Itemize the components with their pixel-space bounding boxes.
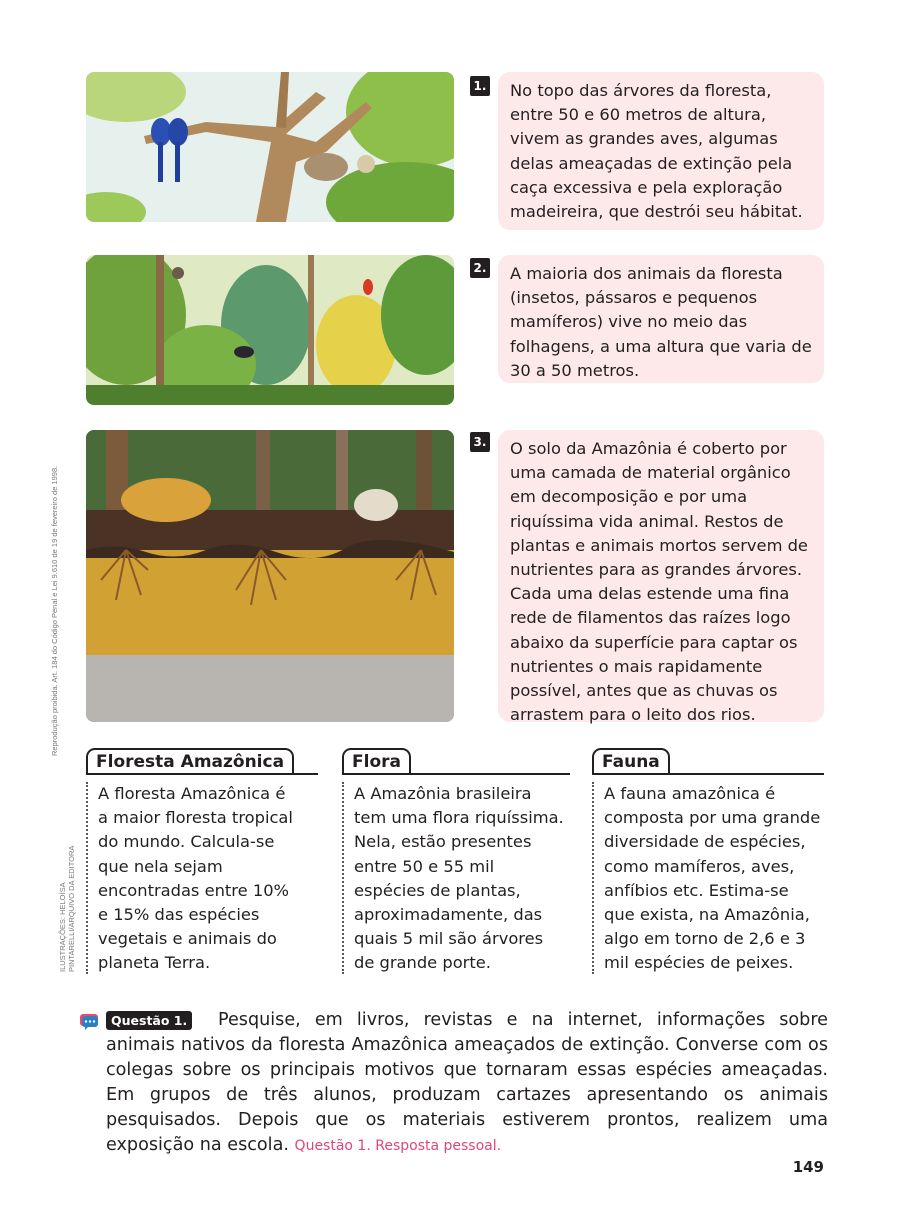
callout-soil: [498, 430, 824, 725]
callout-understory-text: A maioria dos animais da floresta (insetos, pássaros e pequenos mamíferos) vive no meio das folhagens, a uma altura que varia de 30 a 50 metros.: [510, 264, 812, 380]
question-text-wrapper: [86, 1008, 828, 1159]
column-flora-title: Flora: [342, 748, 411, 773]
column-flora-rule: [342, 773, 570, 775]
illustration-credit-line1: ILUSTRAÇÕES: HELOÍSA: [58, 882, 67, 972]
question-text: Pesquise, em livros, revistas e na internet, informações sobre animais nativos da floresta Amazônica ameaçados de extinção. Converse com os colegas sobre os principais motivos que tornaram essas espécies ameaçadas. Em grupos de três alunos, produzam cartazes apresentando os animais pesquisados. Depois que os materiais estiverem prontos, realizem uma exposição na escola.: [106, 1010, 828, 1155]
callout-number-2: 2.: [470, 258, 490, 278]
legal-notice: Reprodução proibida. Art. 184 do Código Penal e Lei 9.610 de 19 de fevereiro de 1998.: [50, 465, 59, 756]
question-block: [86, 1008, 828, 1159]
column-fauna-title: Fauna: [592, 748, 670, 773]
column-floresta-rule: [86, 773, 318, 775]
callout-number-3: 3.: [470, 432, 490, 452]
forest-soil-illustration: [86, 430, 454, 722]
callout-soil-text: O solo da Amazônia é coberto por uma camada de material orgânico em decomposição e por uma riquíssima vida animal. Restos de plantas e animais mortos servem de nutrientes para as grandes árvores. Cada uma delas estende uma fina rede de filamentos das raízes logo abaixo da superfície para captar os nutrientes o mais rapidamente possível, antes que as chuvas os arrastem para o leito dos rios.: [510, 439, 808, 725]
column-floresta-title: Floresta Amazônica: [86, 748, 294, 773]
callout-canopy-text: No topo das árvores da floresta, entre 50 e 60 metros de altura, vivem as grandes aves, algumas delas ameaçadas de extinção pela caça excessiva e pela exploração madeireira, que destrói seu hábitat.: [510, 81, 803, 222]
callout-understory: [498, 255, 824, 383]
page-number: 149: [792, 1158, 824, 1176]
column-fauna-rule: [592, 773, 824, 775]
callout-number-1: 1.: [470, 76, 490, 96]
question-answer: Questão 1. Resposta pessoal.: [294, 1138, 502, 1154]
column-flora-text: A Amazônia brasileira tem uma flora riquíssima. Nela, estão presentes entre 50 e 55 mil espécies de plantas, aproximadamente, das quais 5 mil são árvores de grande porte.: [342, 782, 564, 974]
canopy-illustration: [86, 72, 454, 222]
illustration-credit-line2: PINTARELLI/ARQUIVO DA EDITORA: [67, 845, 76, 972]
chat-icon: [80, 1014, 100, 1030]
column-floresta-text: A floresta Amazônica é a maior floresta tropical do mundo. Calcula-se que nela sejam encontradas entre 10% e 15% das espécies vegetais e animais do planeta Terra.: [86, 782, 296, 974]
understory-illustration: [86, 255, 454, 405]
question-label: Questão 1.: [106, 1011, 192, 1030]
column-fauna-text: A fauna amazônica é composta por uma grande diversidade de espécies, como mamíferos, aves, anfíbios etc. Estima-se que exista, na Amazônia, algo em torno de 2,6 e 3 mil espécies de peixes.: [592, 782, 824, 974]
callout-canopy: [498, 72, 824, 230]
